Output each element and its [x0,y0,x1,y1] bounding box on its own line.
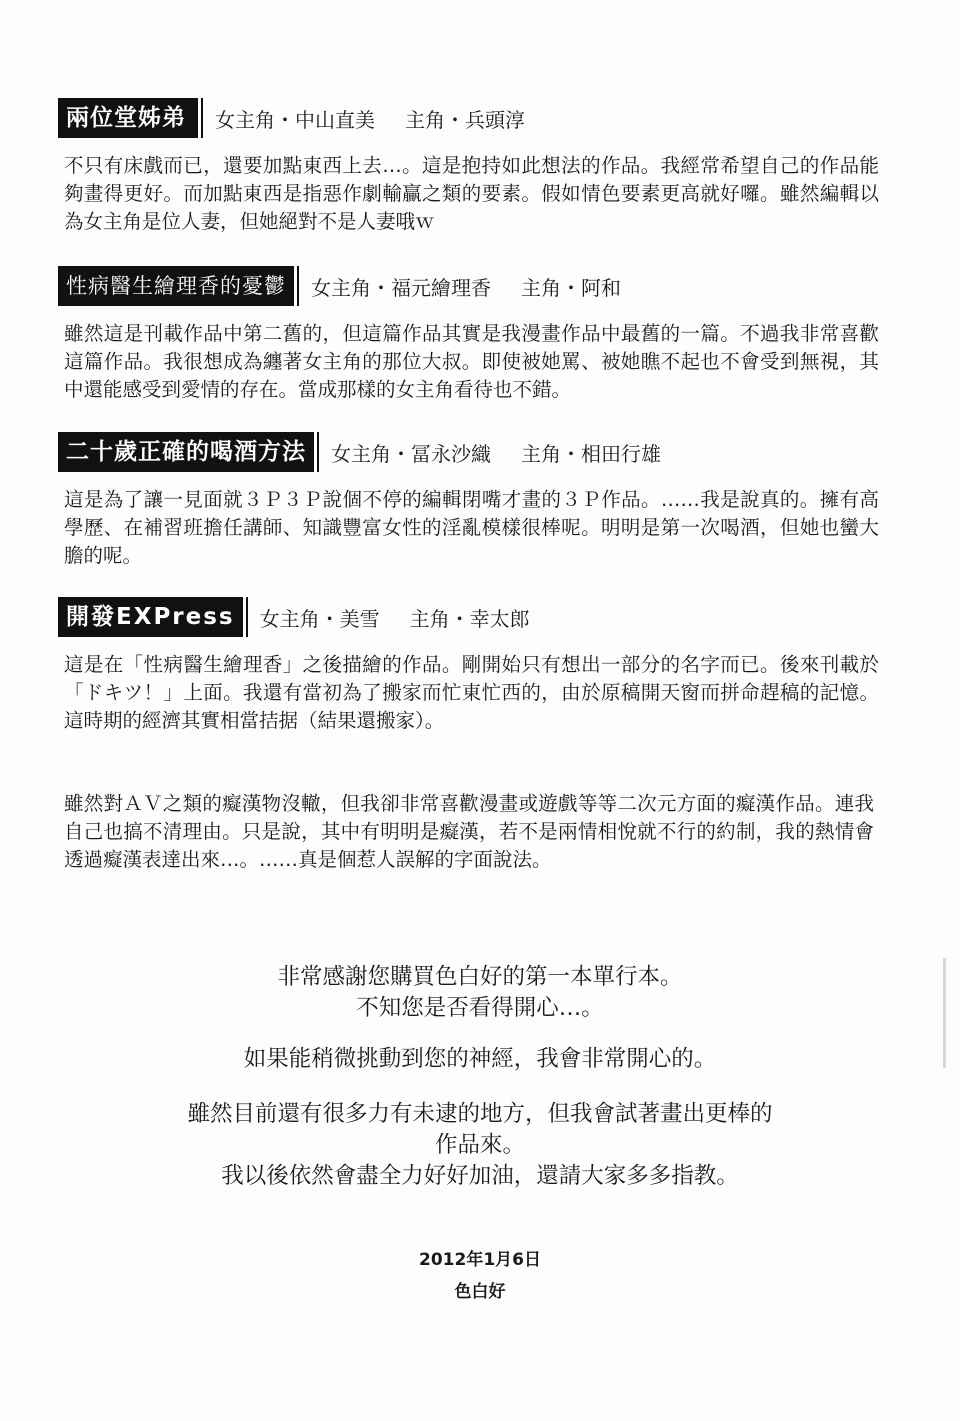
work-section [58,98,888,236]
work-header [58,98,888,138]
closing-line: 我以後依然會盡全力好好加油，還請大家多多指教。 [221,1163,739,1189]
work-header [58,597,888,637]
work-commentary: 這是在「性病醫生繪理香」之後描繪的作品。剛開始只有想出一部分的名字而已。後來刊載於「ドキツ！」上面。我還有當初為了搬家而忙東忙西的，由於原稿開天窗而拼命趕稿的記憶。這時期的經濟其實相當拮据（結果還搬家）。 [64,653,879,732]
hero-credit: 主角・幸太郎 [409,606,530,631]
work-commentary: 雖然這是刊載作品中第二舊的，但這篇作品其實是我漫畫作品中最舊的一篇。不過我非常喜歡這篇作品。我很想成為纏著女主角的那位大叔。即使被她罵、被她瞧不起也不會受到無視，其中還能感受到愛情的存在。當成那樣的女主角看待也不錯。 [64,322,879,401]
signature-date: 2012年1月6日 [419,1250,541,1270]
work-cast [260,603,530,632]
hero-credit: 主角・相田行雄 [521,441,661,466]
work-title: 開發EXPress [58,597,246,637]
heroine-credit: 女主角・福元繪理香 [311,275,491,300]
closing-message [100,962,860,1192]
heroine-credit: 女主角・中山直美 [215,107,375,132]
page-edge-shadow [943,958,946,1068]
work-commentary: 這是為了讓一見面就３Ｐ３Ｐ說個不停的編輯閉嘴才畫的３Ｐ作品。……我是說真的。擁有高學歷、在補習班擔任講師、知識豐富女性的淫亂模樣很棒呢。明明是第一次喝酒，但她也蠻大膽的呢。 [64,488,879,567]
work-section [58,266,888,404]
work-header [58,432,888,472]
hero-credit: 主角・阿和 [521,275,621,300]
closing-line: 如果能稍微挑動到您的神經，我會非常開心的。 [243,1046,717,1072]
signature-author: 色白好 [454,1282,506,1302]
work-section [58,432,888,570]
signature [360,1244,600,1308]
work-title: 二十歲正確的喝酒方法 [58,432,317,472]
work-commentary: 不只有床戲而已，還要加點東西上去…。這是抱持如此想法的作品。我經常希望自己的作品能夠畫得更好。而加點東西是指惡作劇輸贏之類的要素。假如情色要素更高就好囉。雖然編輯以為女主角是位人妻，但她絕對不是人妻哦ｗ [64,154,879,233]
work-section [58,597,888,735]
hero-credit: 主角・兵頭淳 [405,107,525,132]
closing-line: 不知您是否看得開心…。 [356,995,604,1021]
closing-line: 非常感謝您購買色白好的第一本單行本。 [277,964,683,990]
work-header [58,266,888,306]
extra-paragraph: 雖然對ＡＶ之類的癡漢物沒轍，但我卻非常喜歡漫畫或遊戲等等二次元方面的癡漢作品。連我自己也搞不清理由。只是說，其中有明明是癡漢，若不是兩情相悅就不行的約制，我的熱情會透過癡漢表達出來…。……真是個惹人誤解的字面說法。 [64,792,874,871]
work-title: 兩位堂姊弟 [58,98,201,138]
work-cast [331,438,661,467]
heroine-credit: 女主角・冨永沙織 [331,441,491,466]
closing-line: 雖然目前還有很多力有未逮的地方，但我會試著畫出更棒的 [187,1101,773,1127]
work-cast [311,272,621,301]
heroine-credit: 女主角・美雪 [259,606,380,631]
closing-line: 作品來。 [434,1132,525,1158]
work-title: 性病醫生繪理香的憂鬱 [58,266,297,306]
work-cast [215,104,525,133]
